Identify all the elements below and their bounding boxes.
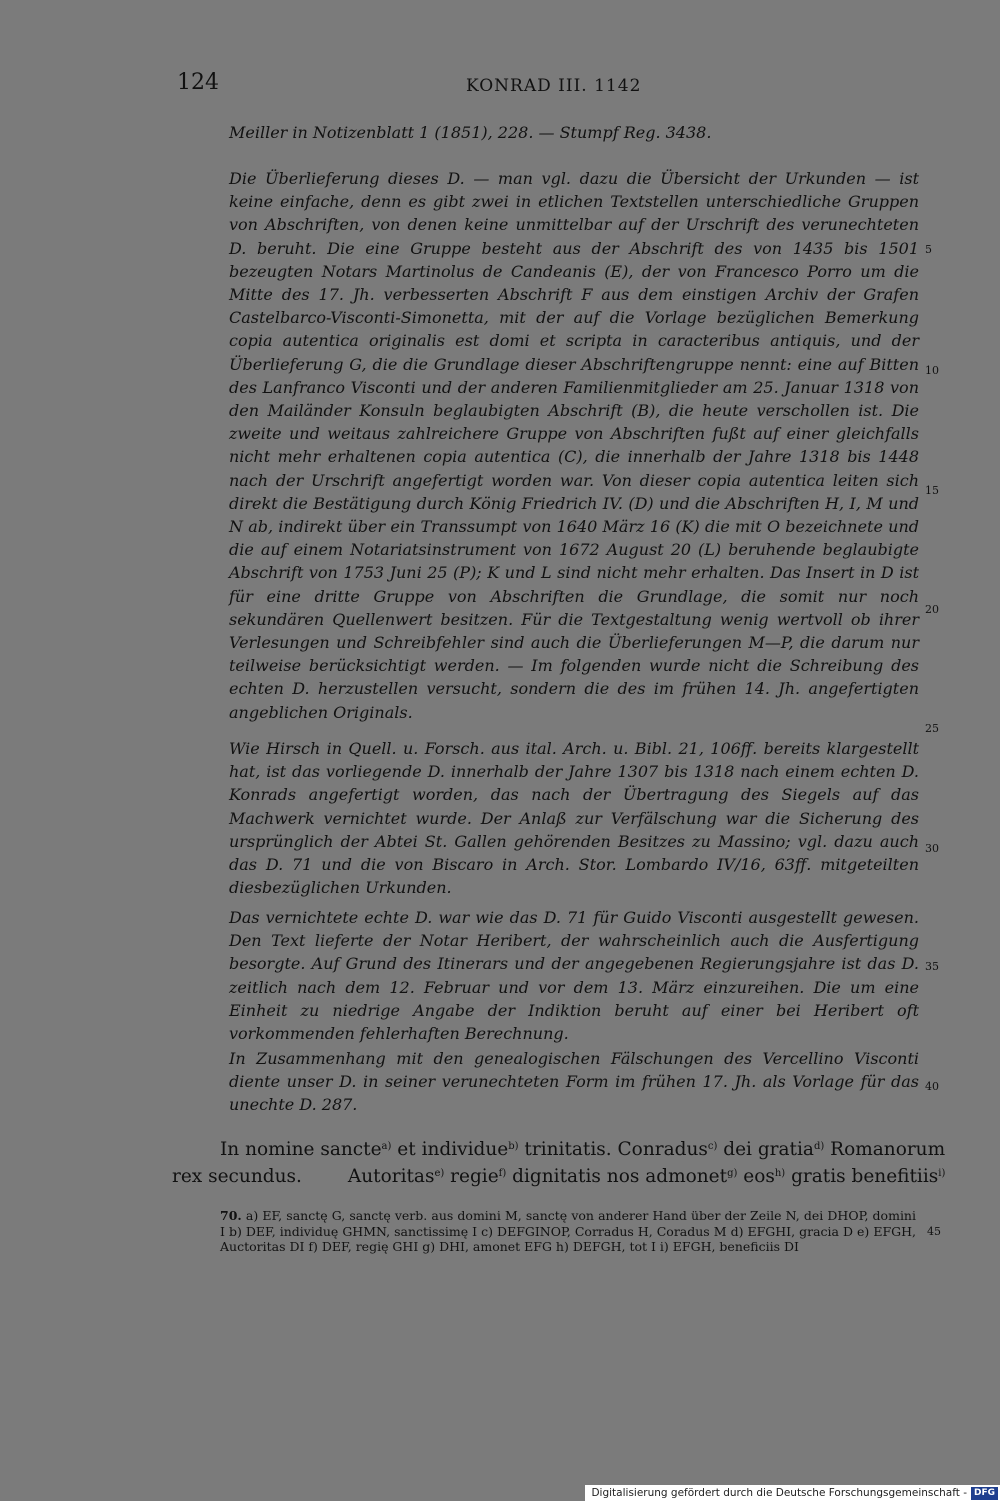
diploma-word: trinitatis. Conradus xyxy=(518,1139,708,1160)
diploma-word: regie xyxy=(444,1166,499,1187)
paragraph-text: In Zusammenhang mit den genealogischen Fälschungen des Vercellino Visconti diente unser D. in seiner verunechteten Form im frühen 17. Jh. als Vorlage für das unechte D. 287. xyxy=(229,1049,919,1115)
line-number: 25 xyxy=(925,722,939,735)
diploma-word: dei gratia xyxy=(717,1139,814,1160)
page-number: 124 xyxy=(177,70,219,95)
line-number: 30 xyxy=(925,842,939,855)
diploma-word: Romanorum xyxy=(824,1139,946,1160)
line-number: 35 xyxy=(925,960,939,973)
digitization-notice xyxy=(585,1485,1000,1501)
diploma-word: eos xyxy=(737,1166,775,1187)
diploma-word: In nomine sancte xyxy=(220,1139,382,1160)
diploma-word: rex secundus. xyxy=(172,1166,302,1187)
footnote-marker: e) xyxy=(434,1168,445,1179)
line-number: 5 xyxy=(925,243,932,256)
commentary-paragraph-1 xyxy=(229,167,919,724)
footnote-number: 70. xyxy=(220,1208,242,1223)
line-number: 10 xyxy=(925,364,939,377)
footnotes xyxy=(220,1208,941,1255)
commentary-paragraph-4 xyxy=(229,1047,919,1117)
footnote-marker: h) xyxy=(774,1168,786,1179)
paragraph-text: Die Überlieferung dieses D. — man vgl. dazu die Übersicht der Urkunden — ist keine einfache, denn es gibt zwei in etlichen Textstellen unterschiedliche Gruppen von Abschriften, von denen keine unmittelbar auf der Urschrift des verunechteten D. beruht. Die eine Gruppe besteht aus der Abschrift des von 1435 bis 1501 bezeugten Notars Martinolus de Candeanis (E), der von Francesco Porro um die Mitte des 17. Jh. verbesserten Abschrift F aus dem einstigen Archiv der Grafen Castelbarco-Visconti-Simonetta, mit der auf die Vorlage bezüglichen Bemerkung copia autentica originalis est domi et scripta in caracteribus antiquis, und der Überlieferung G, die die Grundlage dieser Abschriftengruppe nennt: eine auf Bitten des Lanfranco Visconti und der anderen Familienmitglieder am 25. Januar 1318 von den Mailänder Konsuln beglaubigten Abschrift (B), die heute verschollen ist. Die zweite und weitaus zahlreichere Gruppe von Abschriften fußt auf einer gleichfalls nicht mehr erhaltenen copia autentica (C), die innerhalb der Jahre 1318 bis 1448 nach der Urschrift angefertigt worden war. Von dieser copia autentica leiten sich direkt die Bestätigung durch König Friedrich IV. (D) und die Abschriften H, I, M und N ab, indirekt über ein Transsumpt von 1640 März 16 (K) die mit O bezeichnete und die auf einem Notariatsinstrument von 1672 August 20 (L) beruhende beglaubigte Abschrift von 1753 Juni 25 (P); K und L sind nicht mehr erhalten. Das Insert in D ist für eine dritte Gruppe von Abschriften die Grundlage, die somit nur noch sekundären Quellenwert besitzen. Für die Textgestaltung wenig wertvoll ob ihrer Verlesungen und Schreibfehler sind auch die Überlieferungen M—P, die darum nur teilweise berücksichtigt werden. — Im folgenden wurde nicht die Schreibung des echten D. herzustellen versucht, sondern die des im frühen 14. Jh. angefertigten angeblichen Originals. xyxy=(229,169,919,722)
footnote-marker: f) xyxy=(498,1168,507,1179)
citation: Meiller in Notizenblatt 1 (1851), 228. — Stumpf Reg. 3438. xyxy=(229,123,712,142)
footnote-marker: b) xyxy=(508,1141,519,1152)
commentary-paragraph-2 xyxy=(229,737,919,899)
notice-text: Digitalisierung gefördert durch die Deutsche Forschungsgemeinschaft - xyxy=(591,1487,967,1499)
line-number: 45 xyxy=(927,1225,941,1238)
diploma-line-1 xyxy=(172,1135,946,1162)
running-title: KONRAD III. 1142 xyxy=(466,76,642,96)
line-number: 40 xyxy=(925,1080,939,1093)
commentary-paragraph-3 xyxy=(229,906,919,1045)
dfg-logo: DFG xyxy=(971,1487,998,1500)
footnote-marker: i) xyxy=(938,1168,946,1179)
paragraph-text: Wie Hirsch in Quell. u. Forsch. aus ital. Arch. u. Bibl. 21, 106ff. bereits klargestellt hat, ist das vorliegende D. innerhalb der Jahre 1307 bis 1318 nach einem echten D. Konrads angefertigt worden, das nach der Übertragung des Siegels auf das Machwerk vernichtet wurde. Der Anlaß zur Verfälschung war die Sicherung des ursprünglich der Abtei St. Gallen gehörenden Besitzes zu Massino; vgl. dazu auch das D. 71 und die von Biscaro in Arch. Stor. Lombardo IV/16, 63ff. mitgeteilten diesbezüglichen Urkunden. xyxy=(229,739,919,898)
diploma-word: gratis benefitiis xyxy=(785,1166,939,1187)
diploma-line-2 xyxy=(172,1162,946,1189)
footnote-text: a) EF, sanctę G, sanctę verb. aus domini M, sanctę von anderer Hand über der Zeile N, dei DHOP, domini I b) DEF, individuę GHMN, sanctissimę I c) DEFGINOP, Corradus H, Coradus M d) EFGHI, gracia D e) EFGH, Auctoritas DI f) DEF, regię GHI g) DHI, amonet EFG h) DEFGH, tot I i) EFGH, beneficiis DI xyxy=(220,1208,916,1254)
line-number: 20 xyxy=(925,603,939,616)
footnote-marker: a) xyxy=(381,1141,392,1152)
line-number: 15 xyxy=(925,484,939,497)
paragraph-text: Das vernichtete echte D. war wie das D. 71 für Guido Visconti ausgestellt gewesen. Den Text lieferte der Notar Heribert, der wahrscheinlich auch die Ausfertigung besorgte. Auf Grund des Itinerars und der angegebenen Regierungsjahre ist das D. zeitlich nach dem 12. Februar und vor dem 13. März einzureihen. Die um eine Einheit zu niedrige Angabe der Indiktion beruht auf einer bei Heribert oft vorkommenden fehlerhaften Berechnung. xyxy=(229,908,919,1044)
diploma-word: Autoritas xyxy=(347,1166,435,1187)
footnote-marker: g) xyxy=(727,1168,738,1179)
diploma-text xyxy=(172,1135,946,1189)
diploma-word: et individue xyxy=(391,1139,509,1160)
diploma-word: dignitatis nos admonet xyxy=(506,1166,728,1187)
footnote-marker: c) xyxy=(707,1141,718,1152)
footnote-marker: d) xyxy=(813,1141,825,1152)
